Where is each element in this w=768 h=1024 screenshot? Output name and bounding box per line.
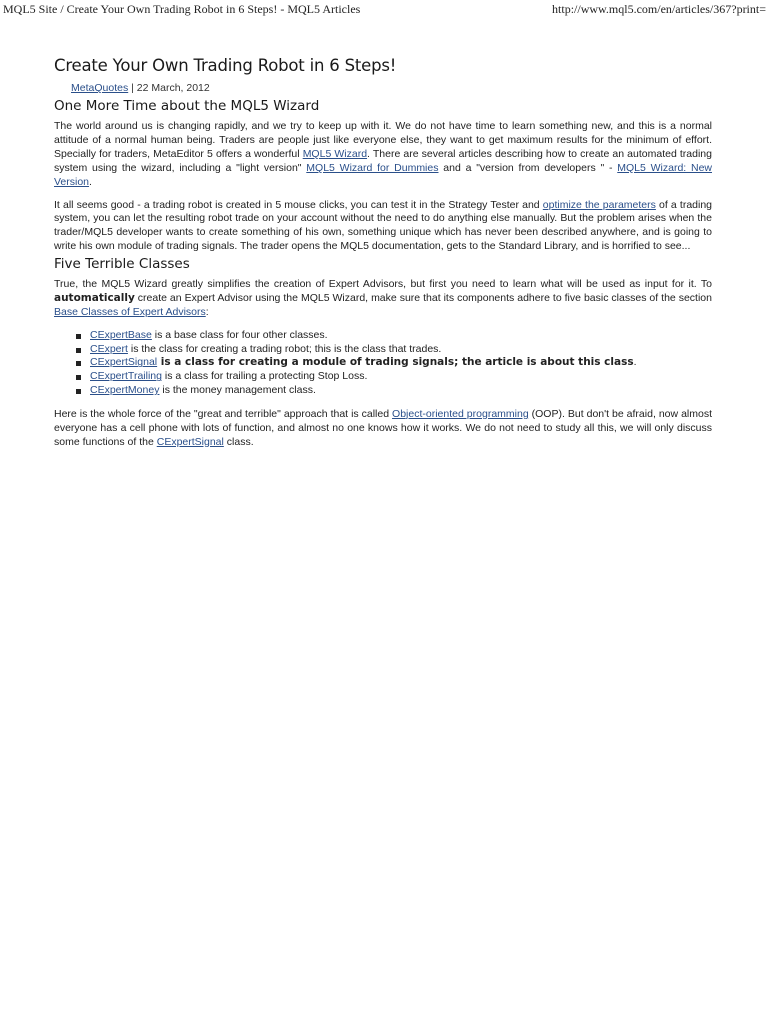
wizard-for-dummies-link[interactable]: MQL5 Wizard for Dummies bbox=[306, 161, 439, 174]
paragraph-intro bbox=[54, 120, 712, 190]
publish-date: 22 March, 2012 bbox=[136, 82, 210, 94]
text-run: It all seems good - a trading robot is created in 5 mouse clicks, you can test it in the Strategy Tester and bbox=[54, 198, 543, 211]
section-heading-classes: Five Terrible Classes bbox=[54, 256, 190, 273]
article-title: Create Your Own Trading Robot in 6 Steps! bbox=[54, 56, 397, 75]
square-bullet-icon bbox=[76, 375, 81, 380]
square-bullet-icon bbox=[76, 361, 81, 366]
wizard-new-version-link[interactable]: MQL5 Wizard: New Version bbox=[54, 161, 712, 188]
square-bullet-icon bbox=[76, 348, 81, 353]
list-item bbox=[76, 370, 712, 384]
square-bullet-icon bbox=[76, 334, 81, 339]
optimize-parameters-link[interactable]: optimize the parameters bbox=[542, 198, 656, 211]
base-classes-link[interactable]: Base Classes of Expert Advisors bbox=[54, 305, 206, 318]
text-run: . bbox=[89, 175, 92, 188]
square-bullet-icon bbox=[76, 389, 81, 394]
text-run: True, the MQL5 Wizard greatly simplifies the creation of Expert Advisors, but first you need to learn what will be used as input for it. To bbox=[54, 278, 712, 291]
class-link-cexpertsignal[interactable]: CExpertSignal bbox=[90, 356, 158, 369]
byline-separator: | bbox=[128, 82, 137, 94]
oop-link[interactable]: Object-oriented programming bbox=[392, 407, 529, 420]
print-header-url: http://www.mql5.com/en/articles/367?print= bbox=[552, 2, 766, 16]
paragraph-problem bbox=[54, 199, 712, 255]
text-run: of a trading system, you can let the resulting robot trade on your account without the need to do anything else manually. But the problem arises when the trader/MQL5 developer wants to create something of his own, something unique which has never been described anywhere, and is going to write his own module of trading signals. The trader opens the MQL5 documentation, gets to the Standard Library, and is horrified to see... bbox=[54, 198, 713, 253]
paragraph-classes-intro bbox=[54, 278, 712, 320]
class-link-cexpert[interactable]: CExpert bbox=[90, 342, 128, 355]
class-description: is a base class for four other classes. bbox=[151, 328, 328, 341]
text-run: : bbox=[205, 305, 209, 318]
class-link-cexpertbase[interactable]: CExpertBase bbox=[90, 328, 152, 341]
class-list bbox=[76, 329, 712, 398]
text-run: . There are several articles describing how to create an automated trading system using the wizard, including a "light version" bbox=[54, 147, 712, 174]
mql5-wizard-link[interactable]: MQL5 Wizard bbox=[302, 147, 368, 160]
paragraph-oop bbox=[54, 408, 712, 450]
class-description: is the money management class. bbox=[159, 384, 316, 397]
print-header bbox=[0, 0, 768, 18]
text-run: (OOP). But don't be afraid, now almost everyone has a cell phone with lots of function, and almost no one knows how it works. We do not need to study all this, we will only discuss some functions of the bbox=[54, 407, 712, 448]
article-content bbox=[54, 54, 712, 450]
emphasis-automatically: automatically bbox=[54, 292, 135, 305]
class-description-bold: is a class for creating a module of trading signals; the article is about this class bbox=[157, 356, 634, 369]
cexpertsignal-link[interactable]: CExpertSignal bbox=[156, 435, 224, 448]
text-run: The world around us is changing rapidly, and we try to keep up with it. We do not have time to learn something new, and this is a normal attitude of a normal human being. Traders are people just like everyone else, they want to get maximum results for the minimum of effort. Specially for traders, MetaEditor 5 offers a wonderful bbox=[54, 120, 712, 160]
author-link[interactable]: MetaQuotes bbox=[71, 82, 129, 94]
list-item bbox=[76, 343, 712, 357]
class-link-cexpertmoney[interactable]: CExpertMoney bbox=[90, 384, 160, 397]
print-header-title: MQL5 Site / Create Your Own Trading Robot in 6 Steps! - MQL5 Articles bbox=[3, 2, 361, 16]
byline bbox=[71, 80, 712, 96]
class-description: is the class for creating a trading robot; this is the class that trades. bbox=[127, 342, 442, 355]
section-heading-wizard: One More Time about the MQL5 Wizard bbox=[54, 98, 320, 114]
class-link-cexperttrailing[interactable]: CExpertTrailing bbox=[90, 370, 162, 383]
list-item bbox=[76, 329, 712, 343]
text-run: class. bbox=[223, 435, 254, 448]
text-run: Here is the whole force of the "great and terrible" approach that is called bbox=[54, 407, 393, 420]
list-item bbox=[76, 384, 712, 398]
text-run: and a "version from developers " - bbox=[438, 161, 618, 174]
class-description: is a class for trailing a protecting Stop Loss. bbox=[161, 370, 368, 383]
class-description-tail: . bbox=[633, 356, 637, 369]
text-run: create an Expert Advisor using the MQL5 Wizard, make sure that its components adhere to five basic classes of the section bbox=[134, 292, 712, 305]
list-item bbox=[76, 356, 712, 370]
